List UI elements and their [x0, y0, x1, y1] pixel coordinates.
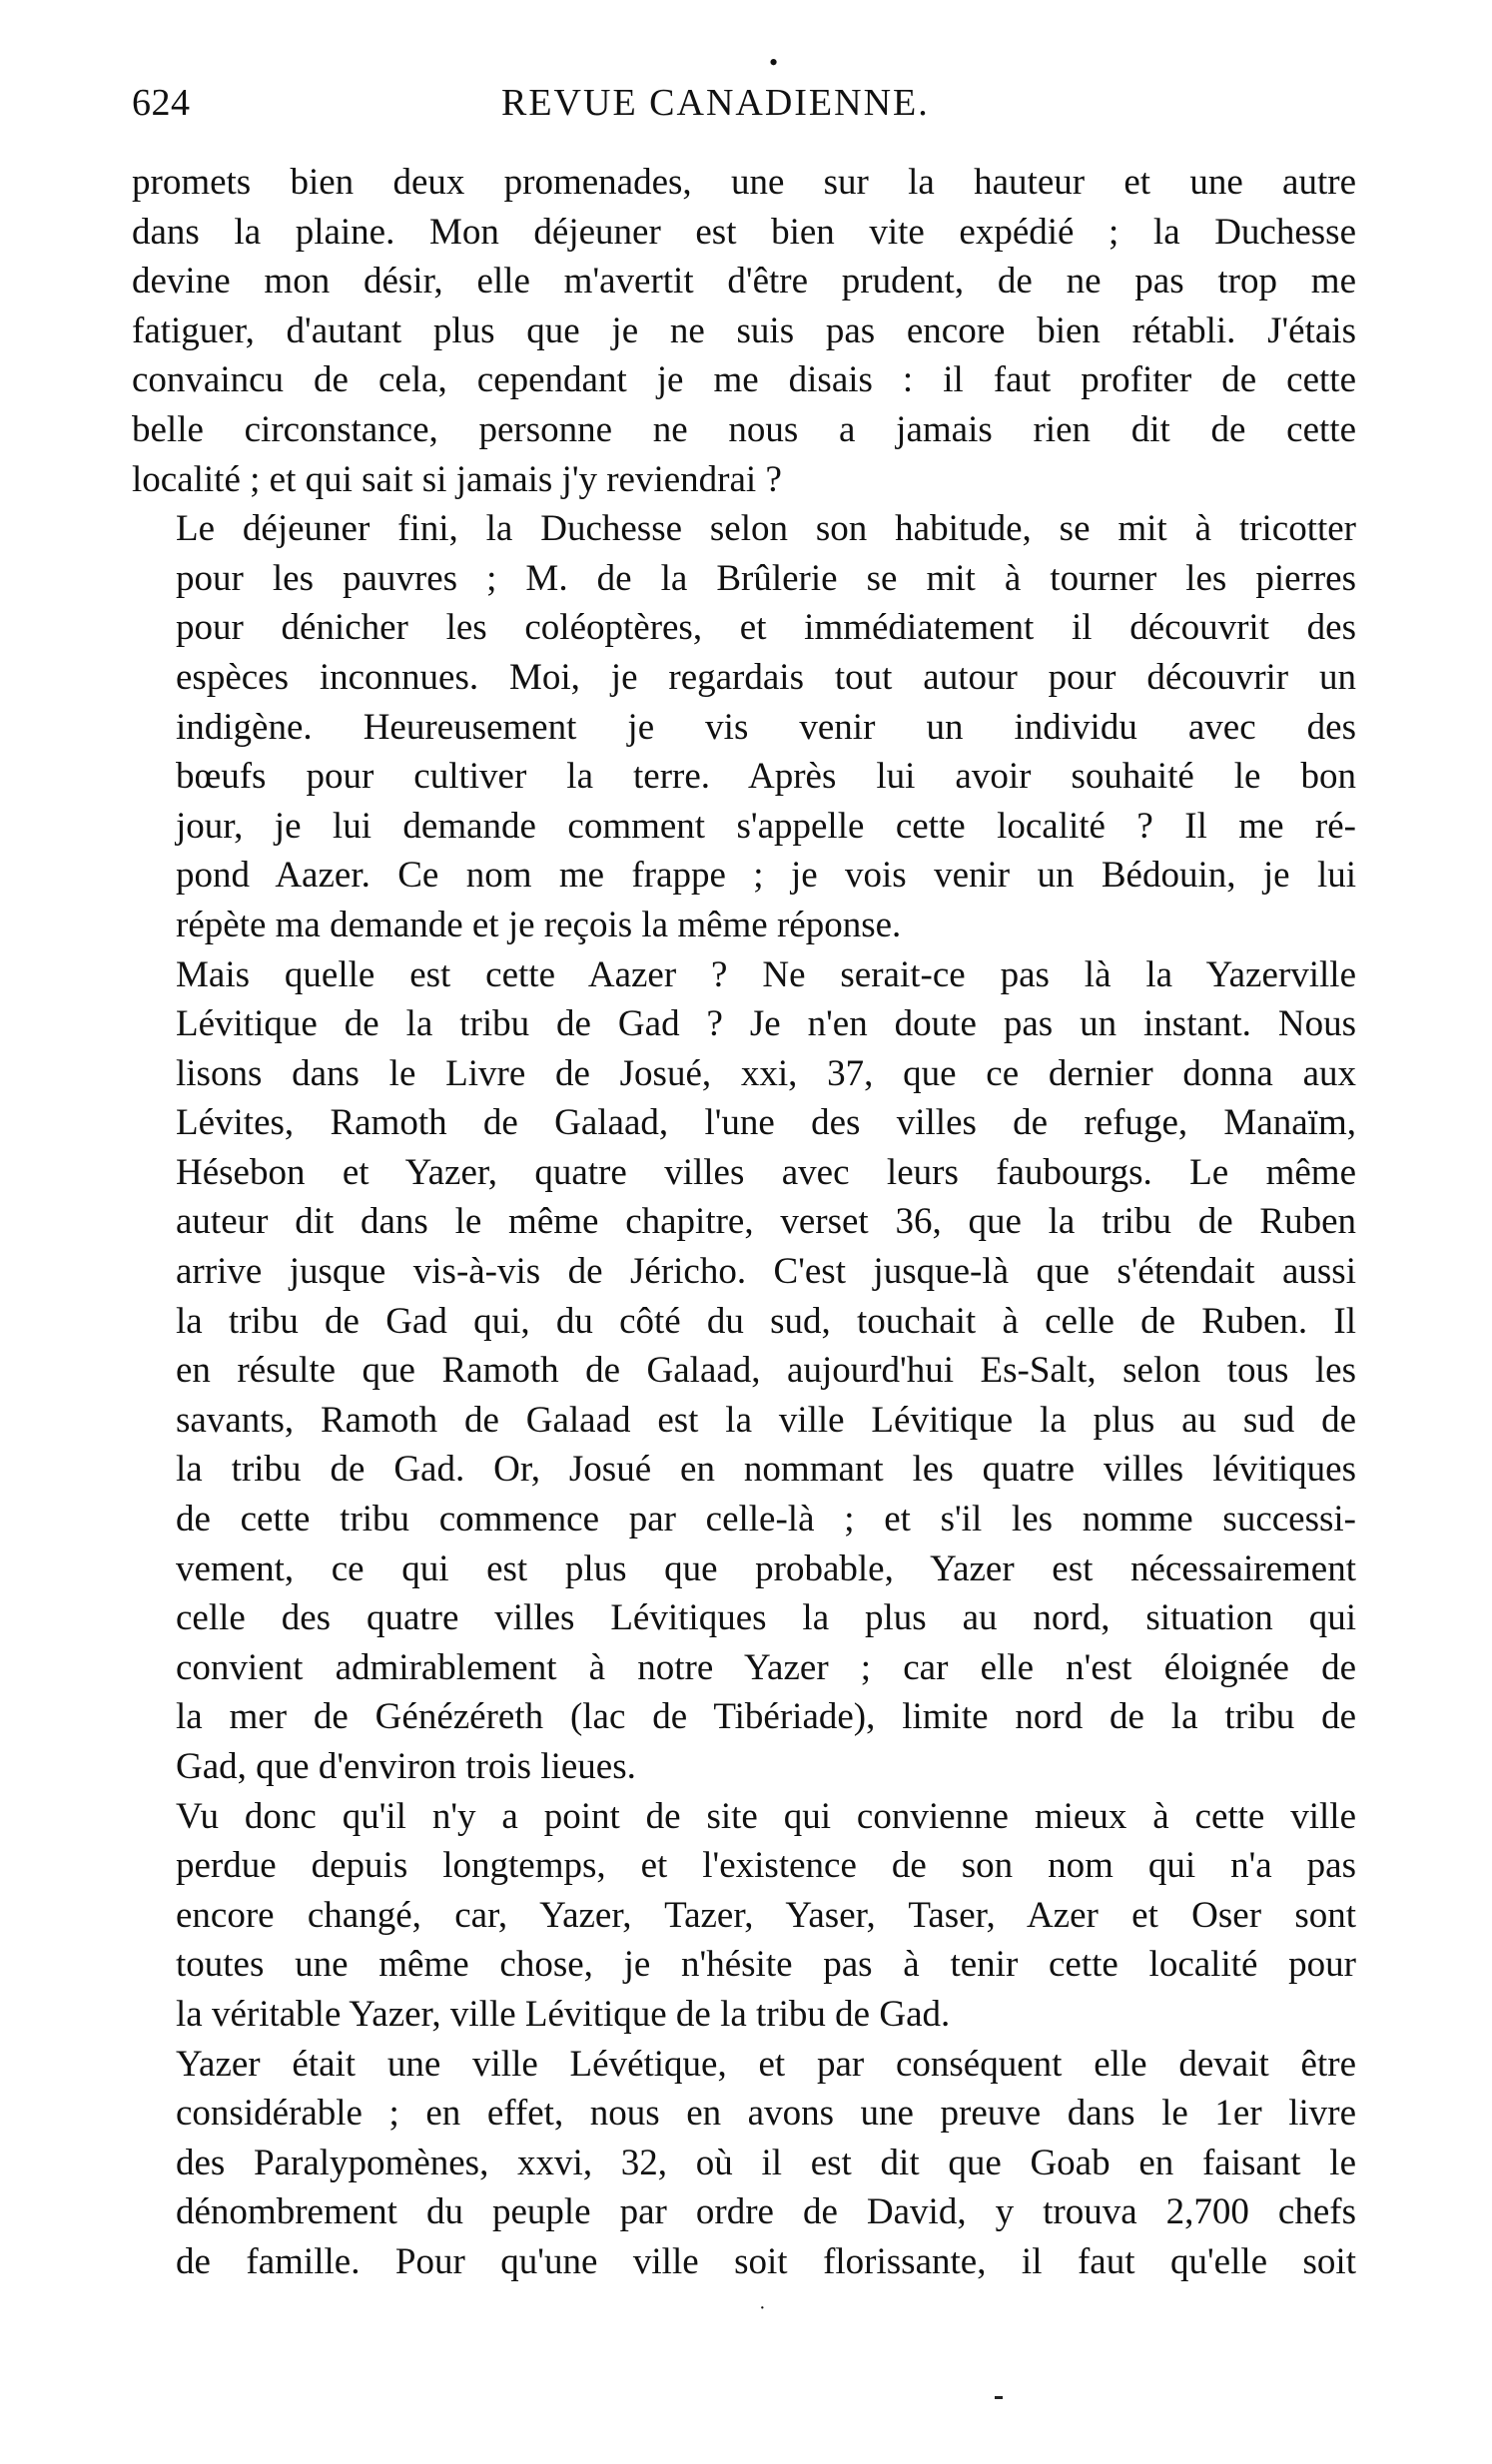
body-text	[132, 158, 1356, 2287]
text-line: dans la plaine. Mon déjeuner est bien vite expédié ; la Duchesse	[132, 211, 1356, 253]
paragraph-4	[132, 1792, 1356, 2040]
text-line: Lévites, Ramoth de Galaad, l'une des villes de refuge, Manaïm,	[176, 1102, 1356, 1144]
bottom-dot: ·	[759, 2297, 766, 2319]
text-line: considérable ; en effet, nous en avons une preuve dans le 1er livre	[176, 2093, 1356, 2135]
text-line: vement, ce qui est plus que probable, Yazer est nécessairement	[176, 1547, 1356, 1589]
header-dot: •	[769, 48, 779, 77]
text-line: Gad, que d'environ trois lieues.	[176, 1746, 636, 1787]
text-line: encore changé, car, Yazer, Tazer, Yaser, Taser, Azer et Oser sont	[176, 1894, 1356, 1936]
text-line: en résulte que Ramoth de Galaad, aujourd'hui Es-Salt, selon tous les	[176, 1350, 1356, 1392]
text-line: des Paralypomènes, xxvi, 32, où il est dit que Goab en faisant le	[176, 2142, 1356, 2183]
text-line: perdue depuis longtemps, et l'existence de son nom qui n'a pas	[176, 1845, 1356, 1887]
page-number: 624	[132, 82, 191, 124]
text-line: la tribu de Gad. Or, Josué en nommant les quatre villes lévitiques	[176, 1449, 1356, 1491]
text-line: pond Aazer. Ce nom me frappe ; je vois venir un Bédouin, je lui	[176, 855, 1356, 897]
running-title: REVUE CANADIENNE.	[501, 82, 930, 124]
text-line: pour les pauvres ; M. de la Brûlerie se mit à tourner les pierres	[176, 557, 1356, 599]
text-line: Vu donc qu'il n'y a point de site qui convienne mieux à cette ville	[176, 1795, 1356, 1837]
paragraph-1	[132, 158, 1356, 504]
text-line: bœufs pour cultiver la terre. Après lui avoir souhaité le bon	[176, 756, 1356, 798]
text-line: celle des quatre villes Lévitiques la plus au nord, situation qui	[176, 1597, 1356, 1639]
bottom-dash	[995, 2396, 1003, 2399]
text-line: arrive jusque vis-à-vis de Jéricho. C'est jusque-là que s'étendait aussi	[176, 1251, 1356, 1293]
text-line: Le déjeuner fini, la Duchesse selon son habitude, se mit à tricotter	[176, 508, 1356, 550]
text-line: répète ma demande et je reçois la même réponse.	[176, 904, 902, 945]
page-header	[132, 48, 1370, 128]
text-line: indigène. Heureusement je vis venir un individu avec des	[176, 706, 1356, 748]
text-line: pour dénicher les coléoptères, et immédiatement il découvrit des	[176, 607, 1356, 649]
text-line: promets bien deux promenades, une sur la hauteur et une autre	[132, 162, 1356, 203]
text-line: dénombrement du peuple par ordre de David, y trouva 2,700 chefs	[176, 2191, 1356, 2233]
text-line: la véritable Yazer, ville Lévitique de la tribu de Gad.	[176, 1993, 951, 2035]
text-line: auteur dit dans le même chapitre, verset 36, que la tribu de Ruben	[176, 1201, 1356, 1243]
text-line: Hésebon et Yazer, quatre villes avec leurs faubourgs. Le même	[176, 1151, 1356, 1193]
text-line: Yazer était une ville Lévétique, et par conséquent elle devait être	[176, 2043, 1356, 2085]
paragraph-3	[132, 950, 1356, 1792]
text-line: savants, Ramoth de Galaad est la ville Lévitique la plus au sud de	[176, 1399, 1356, 1441]
text-line: localité ; et qui sait si jamais j'y reviendrai ?	[132, 458, 782, 500]
text-line: convient admirablement à notre Yazer ; car elle n'est éloignée de	[176, 1646, 1356, 1688]
text-line: toutes une même chose, je n'hésite pas à tenir cette localité pour	[176, 1944, 1356, 1986]
paragraph-2	[132, 504, 1356, 949]
text-line: belle circonstance, personne ne nous a jamais rien dit de cette	[132, 408, 1356, 450]
text-line: la tribu de Gad qui, du côté du sud, touchait à celle de Ruben. Il	[176, 1300, 1356, 1342]
text-line: convaincu de cela, cependant je me disais : il faut profiter de cette	[132, 359, 1356, 401]
text-line: Mais quelle est cette Aazer ? Ne serait-ce pas là la Yazerville	[176, 953, 1356, 995]
text-line: de cette tribu commence par celle-là ; et s'il les nomme successi-	[176, 1499, 1356, 1540]
text-line: jour, je lui demande comment s'appelle cette localité ? Il me ré-	[176, 805, 1356, 847]
text-line: la mer de Génézéreth (lac de Tibériade), limite nord de la tribu de	[176, 1696, 1356, 1738]
text-line: Lévitique de la tribu de Gad ? Je n'en doute pas un instant. Nous	[176, 1003, 1356, 1045]
text-line: espèces inconnues. Moi, je regardais tout autour pour découvrir un	[176, 656, 1356, 698]
paragraph-5	[132, 2040, 1356, 2287]
text-line: fatiguer, d'autant plus que je ne suis pas encore bien rétabli. J'étais	[132, 309, 1356, 351]
text-line: de famille. Pour qu'une ville soit florissante, il faut qu'elle soit	[176, 2240, 1356, 2282]
text-line: devine mon désir, elle m'avertit d'être prudent, de ne pas trop me	[132, 261, 1356, 303]
text-line: lisons dans le Livre de Josué, xxi, 37, que ce dernier donna aux	[176, 1052, 1356, 1094]
